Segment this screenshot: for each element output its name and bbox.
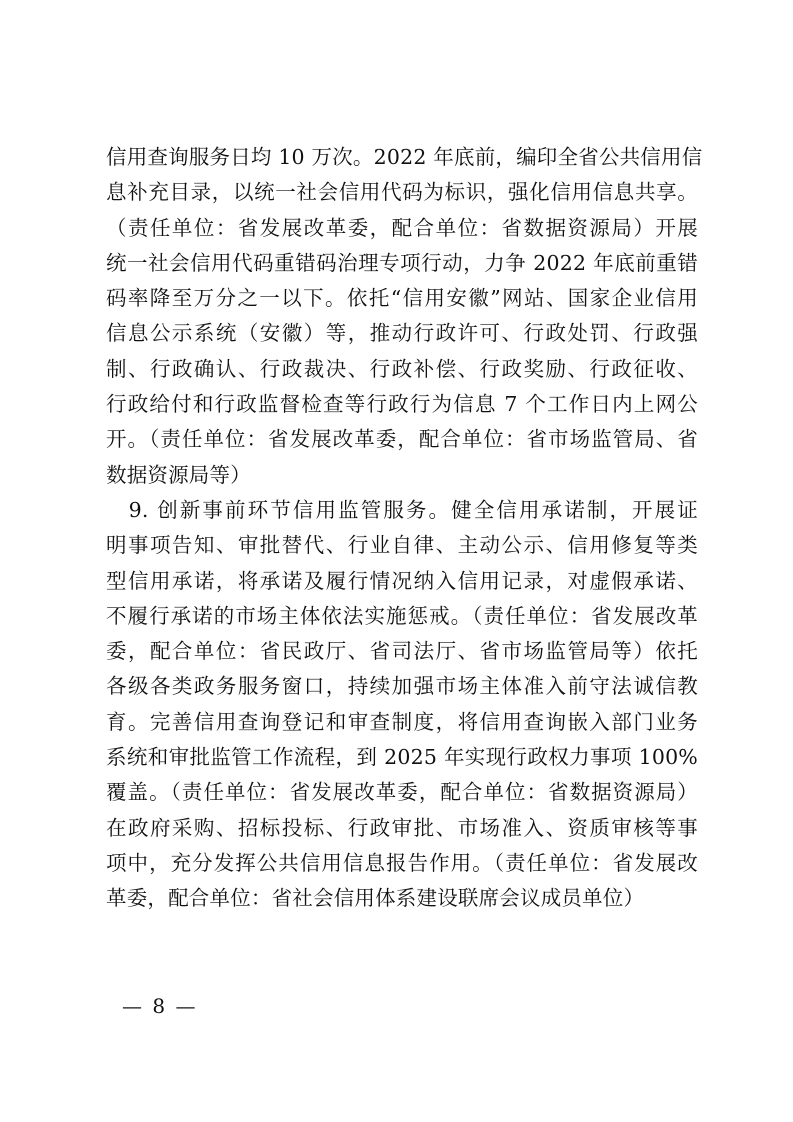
text-line: 行政给付和行政监督检查等行政行为信息 7 个工作日内上网公 — [106, 392, 698, 417]
body-text — [106, 140, 703, 917]
text-line: 型信用承诺，将承诺及履行情况纳入信用记录，对虚假承诺、 — [106, 568, 698, 593]
text-line: 委，配合单位：省民政厅、省司法厅、省市场监管局等）依托 — [106, 639, 698, 664]
text-line: 开。（责任单位：省发展改革委，配合单位：省市场监管局、省 — [106, 427, 698, 452]
text-line: 制、行政确认、行政裁决、行政补偿、行政奖励、行政征收、 — [106, 356, 698, 381]
text-line: 不履行承诺的市场主体依法实施惩戒。（责任单位：省发展改革 — [106, 603, 698, 628]
text-line: 码率降至万分之一以下。依托“信用安徽”网站、国家企业信用 — [106, 286, 698, 311]
text-line: 各级各类政务服务窗口，持续加强市场主体准入前守法诚信教 — [106, 674, 698, 699]
text-line: （责任单位：省发展改革委，配合单位：省数据资源局）开展 — [106, 215, 698, 240]
text-line: 在政府采购、招标投标、行政审批、市场准入、资质审核等事 — [106, 815, 698, 840]
text-line: 信用查询服务日均 10 万次。2022 年底前，编印全省公共信用信 — [106, 145, 703, 169]
text-line: 系统和审批监管工作流程，到 2025 年实现行政权力事项 100% — [106, 745, 698, 770]
text-line: 数据资源局等） — [106, 462, 251, 487]
text-line: 信息公示系统（安徽）等，推动行政许可、行政处罚、行政强 — [106, 321, 698, 346]
text-line: 项中，充分发挥公共信用信息报告作用。（责任单位：省发展改 — [106, 850, 698, 875]
text-line: 息补充目录，以统一社会信用代码为标识，强化信用信息共享。 — [106, 180, 698, 205]
text-line: 明事项告知、审批替代、行业自律、主动公示、信用修复等类 — [106, 533, 698, 558]
text-line: 统一社会信用代码重错码治理专项行动，力争 2022 年底前重错 — [106, 250, 698, 275]
page-number: — 8 — — [122, 994, 198, 1018]
text-line: 革委，配合单位：省社会信用体系建设联席会议成员单位） — [106, 886, 645, 911]
text-line: 9. 创新事前环节信用监管服务。健全信用承诺制，开展证 — [106, 497, 698, 522]
text-line: 育。完善信用查询登记和审查制度，将信用查询嵌入部门业务 — [106, 709, 698, 734]
text-line: 覆盖。（责任单位：省发展改革委，配合单位：省数据资源局） — [106, 780, 698, 805]
